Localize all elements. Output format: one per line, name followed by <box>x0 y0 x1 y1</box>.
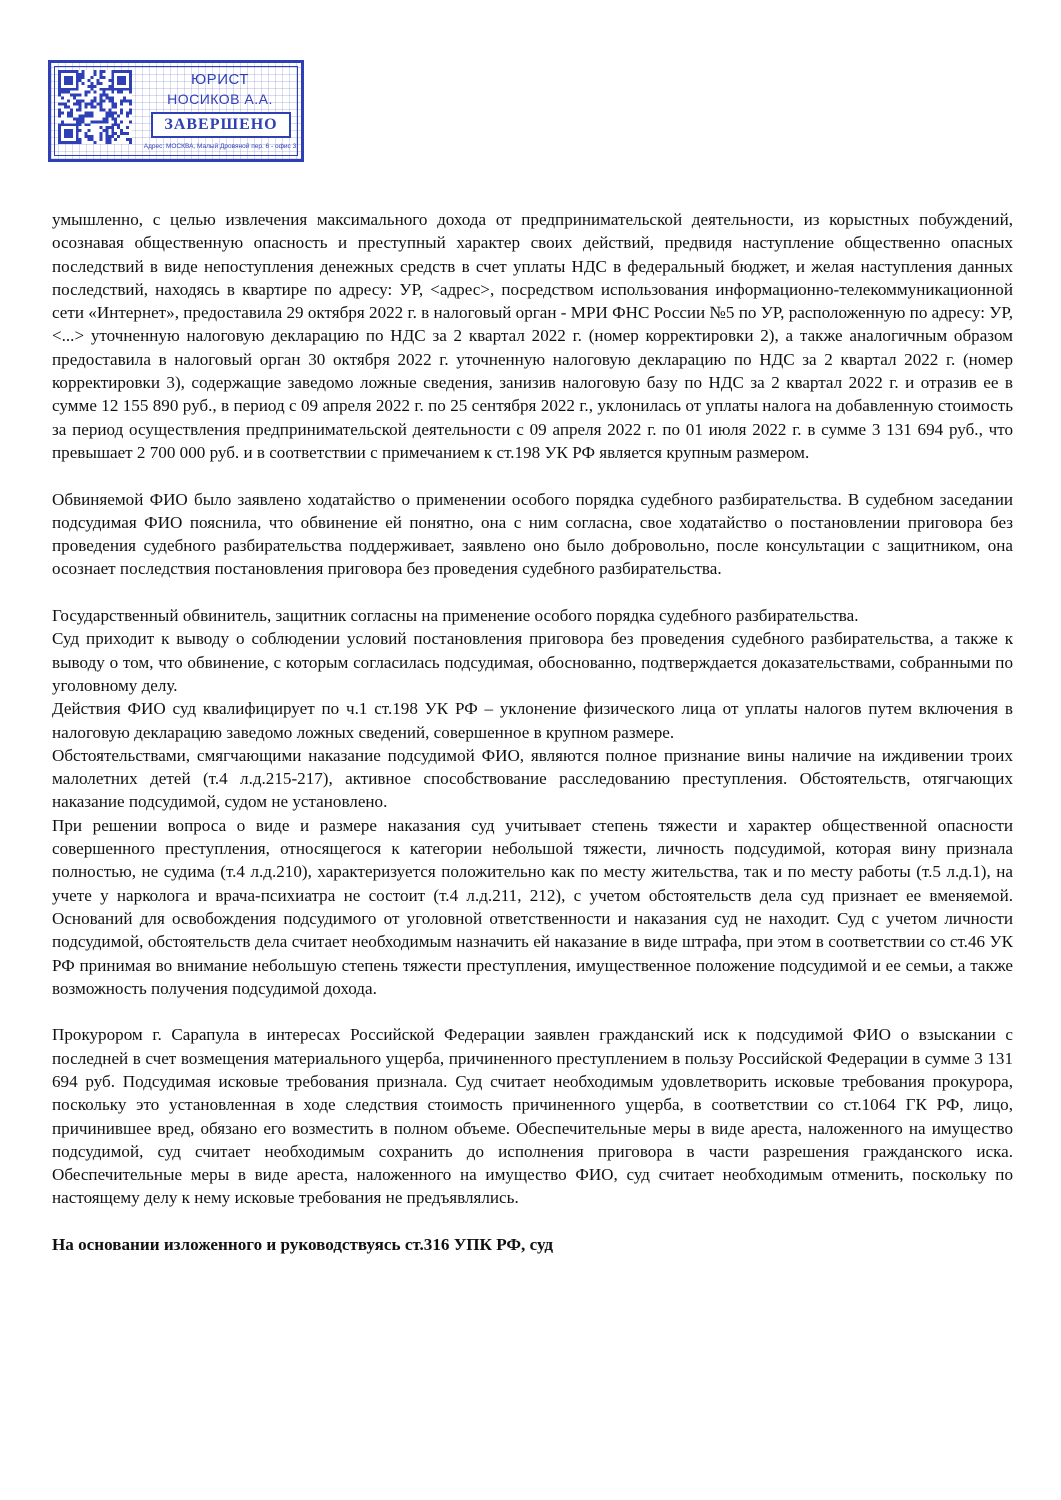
stamp-name: НОСИКОВ А.А. <box>167 91 273 107</box>
paragraph-qualification: Действия ФИО суд квалифицирует по ч.1 ст.198 УК РФ – уклонение физического лица от уплаты налогов путем включения в налоговую декларацию заведомо ложных сведений, совершенное в крупном размере. <box>52 699 1013 742</box>
paragraph-court-conclusion: Суд приходит к выводу о соблюдении условий постановления приговора без проведения судебного разбирательства, а также к выводу о том, что обвинение, с которым согласилась подсудимая, обоснованно, подтверждается доказательствами, собранными по уголовному делу. <box>52 629 1013 695</box>
stamp-title: ЮРИСТ <box>191 71 249 88</box>
lawyer-stamp <box>48 60 304 162</box>
paragraph-civil-claim: Прокурором г. Сарапула в интересах Российской Федерации заявлен гражданский иск к подсудимой ФИО о взыскании с последней в счет возмещения материального ущерба, причиненного преступлением в пользу Российской Федерации в сумме 3 131 694 руб. Подсудимая исковые требования признала. Суд считает необходимым удовлетворить исковые требования прокурора, поскольку это установленная в ходе следствия стоимость причиненного ущерба, в соответствии со ст.1064 ГК РФ, лицо, причинившее вред, обязано его возместить в полном объеме. Обеспечительные меры в виде ареста, наложенного на имущество подсудимой, суд считает необходимым сохранить до исполнения приговора в части разрешения гражданского иска. Обеспечительные меры в виде ареста, наложенного на имущество ФИО, суд считает необходимым отменить, поскольку по настоящему делу к нему исковые требования не предъявлялись. <box>52 1025 1013 1208</box>
stamp-address: Адрес: МОСКВА, Малый Дровяной пер. 6 - офис 3 <box>143 143 297 150</box>
closing-line: На основании изложенного и руководствуясь ст.316 УПК РФ, суд <box>52 1235 554 1255</box>
paragraph-prosecutor-consent: Государственный обвинитель, защитник согласны на применение особого порядка судебного разбирательства. <box>52 606 859 626</box>
document-body <box>52 208 1013 1256</box>
paragraph-sentencing: При решении вопроса о виде и размере наказания суд учитывает степень тяжести и характер общественной опасности совершенного преступления, относящегося к категории небольшой тяжести, личность подсудимой, которая вину признала полностью, не судима (т.4 л.д.210), характеризуется положительно как по месту жительства, так и по месту работы (т.5 л.д.1), на учете у нарколога и врача-психиатра не состоит (т.4 л.д.211, 212), с учетом обстоятельств дела суд признает ее вменяемой. Оснований для освобождения подсудимого от уголовной ответственности и наказания суд не находит. Суд с учетом личности подсудимой, обстоятельств дела считает необходимым назначить ей наказание в виде штрафа, при этом в соответствии со ст.46 УК РФ принимая во внимание небольшую степень тяжести преступления, имущественное положение подсудимой и ее семьи, а также возможность получения подсудимой дохода. <box>52 815 1013 998</box>
paragraph-charges: умышленно, с целью извлечения максимального дохода от предпринимательской деятельности, из корыстных побуждений, осознавая общественную опасность и преступный характер своих действий, предвидя наступление общественно опасных последствий в виде непоступления денежных средств в счет уплаты НДС в федеральный бюджет, и желая наступления данных последствий, находясь в квартире по адресу: УР, <адрес>, посредством использования информационно-телекоммуникационной сети «Интернет», предоставила 29 октября 2022 г. в налоговый орган - МРИ ФНС России №5 по УР, расположенную по адресу: УР, <...> уточненную налоговую декларацию по НДС за 2 квартал 2022 г. (номер корректировки 2), а также аналогичным образом предоставила в налоговый орган 30 октября 2022 г. уточненную налоговую декларацию по НДС за 2 квартал 2022 г. (номер корректировки 3), содержащие заведомо ложные сведения, занизив налоговую базу по НДС за 2 квартал 2022 г. и отразив ее в сумме 12 155 890 руб., в период с 09 апреля 2022 г. по 25 сентября 2022 г., уклонилась от уплаты налога на добавленную стоимость за период осуществления предпринимательской деятельности с 09 апреля 2022 г. по 01 июля 2022 г. в сумме 3 131 694 руб., что превышает 2 700 000 руб. и в соответствии с примечанием к ст.198 УК РФ является крупным размером. <box>52 210 1013 462</box>
qr-code-icon <box>58 70 132 144</box>
stamp-status-badge: ЗАВЕРШЕНО <box>151 112 291 138</box>
paragraph-mitigating: Обстоятельствами, смягчающими наказание подсудимой ФИО, являются полное признание вины наличие на иждивении троих малолетних детей (т.4 л.д.215-217), активное способствование расследованию преступления. Обстоятельств, отягчающих наказание подсудимой, судом не установлено. <box>52 745 1013 812</box>
paragraph-motion: Обвиняемой ФИО было заявлено ходатайство о применении особого порядка судебного разбирательства. В судебном заседании подсудимая ФИО пояснила, что обвинение ей понятно, она с ним согласна, свое ходатайство о постановлении приговора без проведения судебного разбирательства поддерживает, заявлено оно было добровольно, после консультации с защитником, она осознает последствия постановления приговора без проведения судебного разбирательства. <box>52 489 1013 579</box>
